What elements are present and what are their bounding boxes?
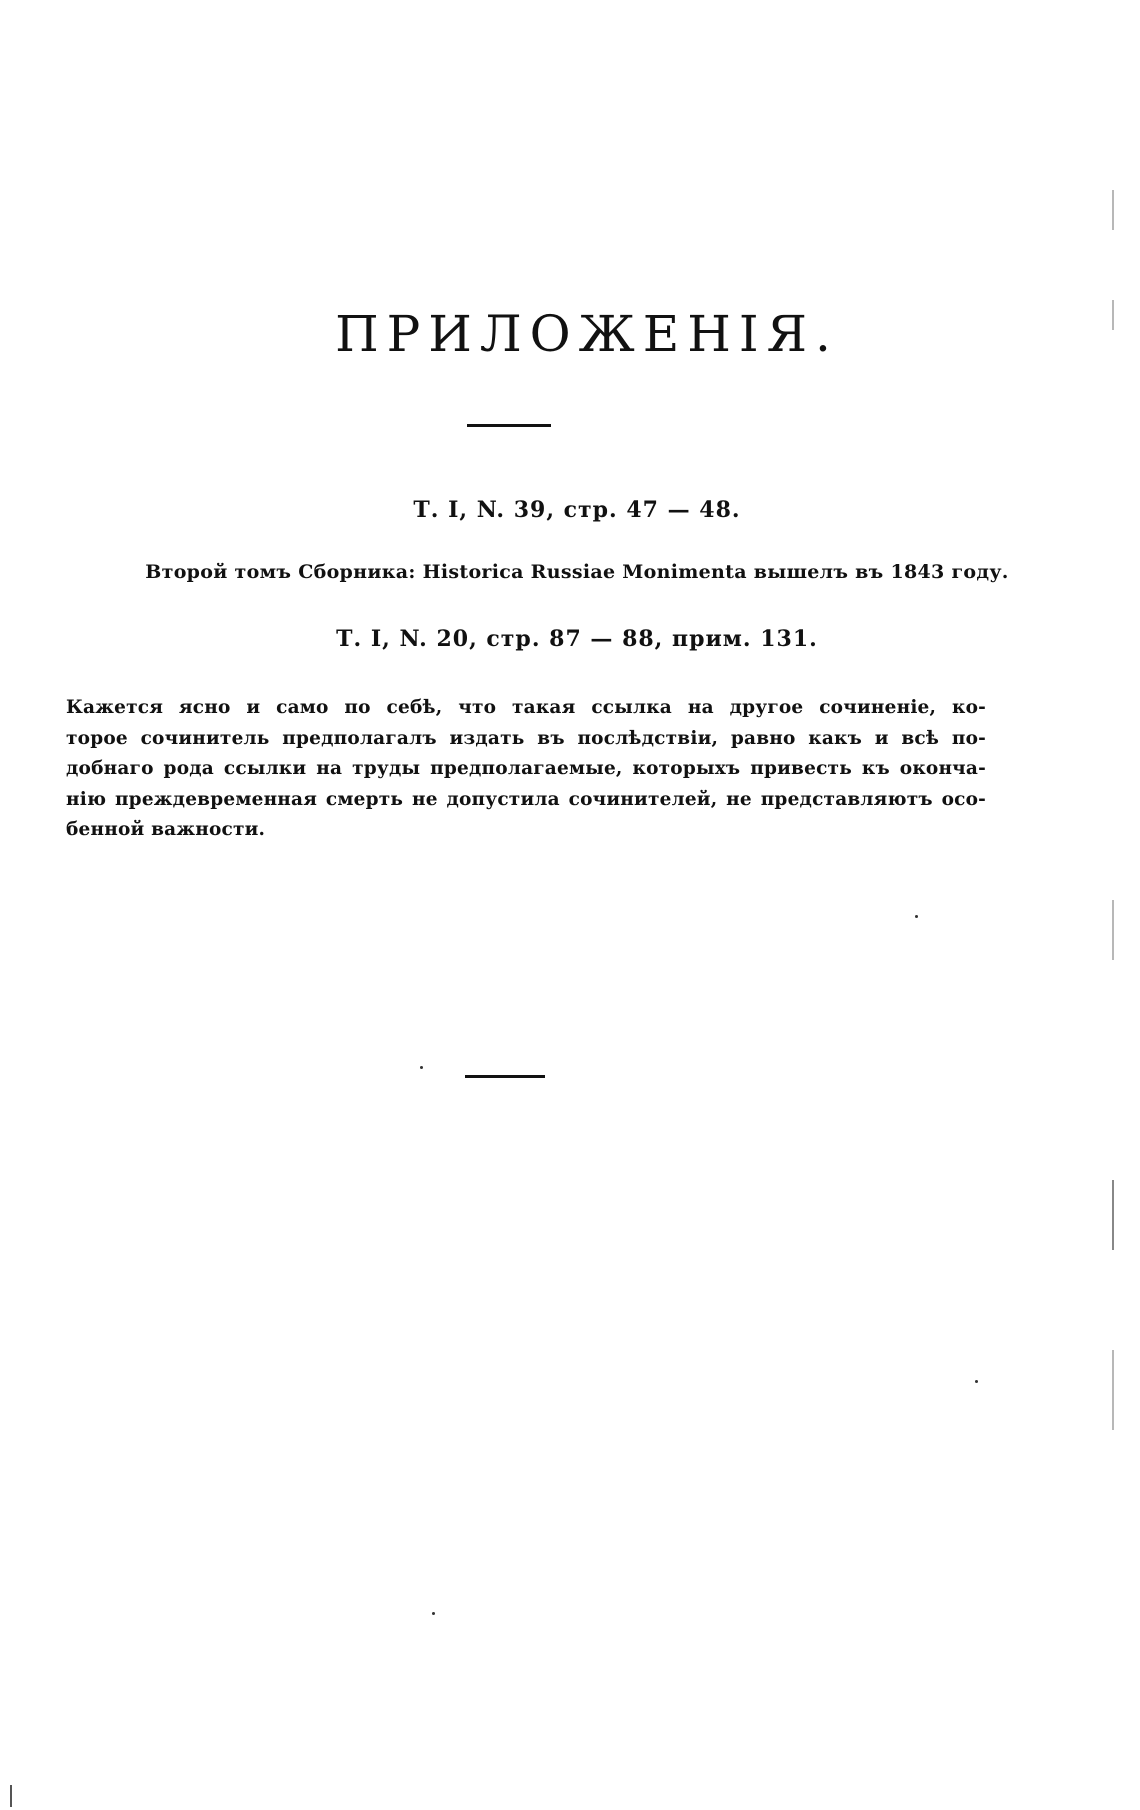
paragraph-line: бенной важности. (66, 819, 266, 840)
scan-speck (915, 915, 918, 918)
scan-edge-mark (1112, 900, 1114, 960)
paragraph-line: Кажется ясно и само по себѣ, что такая ссылка на другое сочиненіе, ко- (66, 697, 986, 718)
reference-heading-1: Т. I, N. 39, стр. 47 — 48. (413, 497, 741, 523)
scan-edge-mark (1112, 300, 1114, 330)
note-text-1: Второй томъ Сборника: Historica Russiae Monimenta вышелъ въ 1843 году. (145, 561, 1009, 583)
scan-speck (420, 1066, 423, 1069)
scan-edge-mark (1112, 1350, 1114, 1430)
scan-speck (432, 1612, 435, 1615)
page-title: ПРИЛОЖЕНІЯ. (335, 305, 839, 363)
scan-corner-mark (10, 1785, 12, 1807)
reference-heading-2: Т. I, N. 20, стр. 87 — 88, прим. 131. (336, 626, 818, 652)
note-paragraph-2 (66, 693, 986, 846)
scan-edge-mark (1112, 190, 1114, 230)
scan-speck (975, 1380, 978, 1383)
scan-edge-mark (1112, 1180, 1114, 1250)
paragraph-line: торое сочинитель предполагалъ издать въ послѣдствіи, равно какъ и всѣ по- (66, 727, 986, 749)
title-divider (467, 424, 551, 427)
paragraph-line: добнаго рода ссылки на труды предполагаемые, которыхъ привесть къ оконча- (66, 758, 986, 779)
paragraph-line: нію преждевременная смерть не допустила сочинителей, не представляютъ осо- (66, 788, 986, 810)
end-divider (465, 1075, 545, 1078)
